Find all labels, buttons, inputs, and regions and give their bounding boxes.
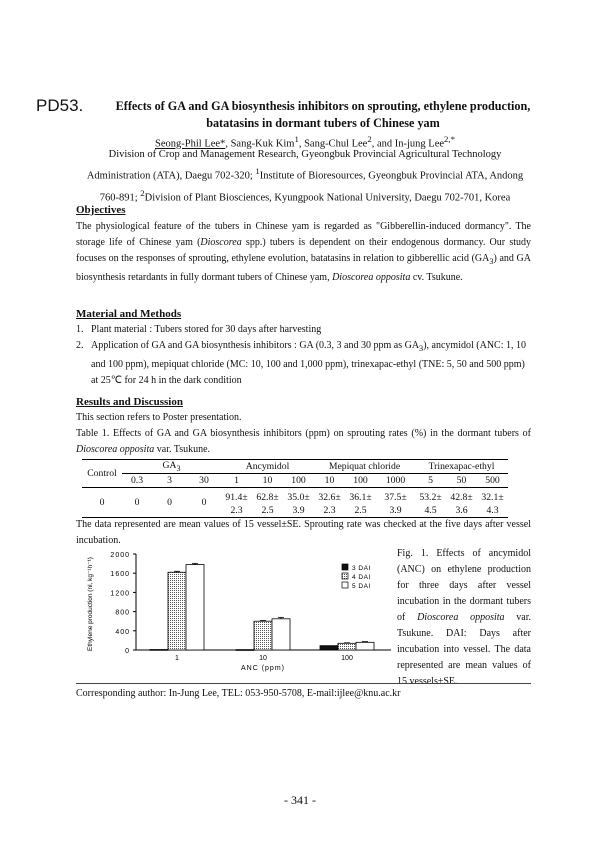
legend-swatch [342,564,348,570]
figure-caption: Fig. 1. Effects of ancymidol (ANC) on ethylene production for three days after vessel incubation in the dormant tubers of Dioscorea opposita var. Tsukune. DAI: Days after incubation into vessel. The data represented are mean values of 15 vessels±SE. [397,548,531,687]
y-axis-label: Ethylene production (nl, kg⁻¹h⁻¹) [87,557,94,651]
table-conc: 30 [187,474,221,488]
table-conc: 1 [221,474,252,488]
objectives-text: The physiological feature of the tubers in Chinese yam is regarded as "Gibberellin-induced dormancy". The storage life of Chinese yam (Dioscorea spp.) tubers is dependent on their endogenous dormancy. Our study focuses on the responses of sprouting, ethylene evolution, batatasins in relation to gibberellic acid $(GA_3)$ and GA biosynthesis retardants in fully dormant tubers of Chinese yam, Dioscorea opposita cv. Tsukune. [76,221,531,283]
affiliations [80,147,530,206]
y-tick-label: 800 [115,609,130,617]
table-cell: 4.3 [477,504,508,518]
table-cell: 3.9 [376,504,415,518]
table-conc: 3 [152,474,187,488]
table-cell: 0 [187,488,221,518]
table-cell: 91.4± [225,492,248,503]
title-line-1: Effects of GA and GA biosynthesis inhibitors on sprouting, ethylene production, [115,99,531,113]
chart-legend [342,564,371,590]
footer-divider [76,683,531,684]
table-group-mepiquat: Mepiquat chloride [314,460,415,474]
y-tick-label: 2000 [110,552,130,559]
y-tick-label: 1200 [110,590,130,598]
x-axis-label: ANC (ppm) [240,665,286,672]
table-cell: 42.8± [450,492,473,503]
data-note: The data represented are mean values of 15 vessel±SE. Sprouting rate was checked at the five days after vessel incubation. [76,519,531,546]
legend-label: 3 DAI [352,565,371,572]
table-cell: 32.6± [318,492,341,503]
results-heading: Results and Discussion [76,396,183,408]
bar-5-dai [356,642,374,650]
table-conc: 100 [283,474,314,488]
bar-3-dai [236,650,254,651]
table-conc: 10 [314,474,345,488]
table-group-trinexapac: Trinexapac-ethyl [415,460,508,474]
table-cell: 62.8± [256,492,279,503]
table-cell: 35.0± [287,492,310,503]
abstract-code: PD53. [36,96,84,115]
table-cell: 2.5 [252,504,283,518]
methods-heading: Material and Methods [76,308,182,320]
bar-5-dai [186,565,204,650]
methods-item-2: 2. Application of GA and GA biosynthesis inhibitors : GA (0.3, 3 and 30 ppm as $GA_3$), ancymidol (ANC: 1, 10 and 100 ppm), mepiquat chloride (MC: 10, 100 and 1,000 ppm), trinexapac-ethyl (TNE: 5, 50 and 500 ppm) at 25℃ for 24 h in the dark condition [76,340,526,386]
bar-3-dai [150,650,168,651]
legend-swatch [342,573,348,579]
author-2-sup: 1 [294,134,299,144]
affiliation-line-1: Division of Crop and Management Research, Gyeongbuk Provincial Agricultural Technology [108,149,502,160]
table-conc: 50 [446,474,477,488]
table-conc: 100 [345,474,376,488]
bar-4-dai [168,572,186,650]
author-2: , Sang-Kuk Kim [225,138,295,150]
table-cell: 2.5 [345,504,376,518]
bar-3-dai [320,646,338,650]
author-4: , and In-jung Lee [371,138,445,150]
objectives-heading: Objectives [76,204,126,216]
author-3: , Sang-Chul Lee [298,138,368,150]
table-cell: 3.9 [283,504,314,518]
ethylene-chart [76,546,394,678]
table-cell: 3.6 [446,504,477,518]
y-tick-label: 0 [125,648,130,655]
table-cell: 2.3 [314,504,345,518]
table-control-header: Control [82,460,122,488]
x-tick-label: 1 [175,655,179,662]
chart-bars [150,563,374,650]
table-group-ga: $GA_3$ [122,460,221,474]
x-tick-label: 100 [341,655,353,662]
bar-4-dai [338,643,356,650]
title-line-2: batatasins in dormant tubers of Chinese yam [206,116,440,130]
table-conc: 0.3 [122,474,152,488]
table-cell: 0 [152,488,187,518]
table-cell: 36.1± [349,492,372,503]
legend-swatch [342,582,348,588]
author-1: Seong-Phil Lee* [155,138,226,150]
affiliation-line-3: 760-891; $^2$Division of Plant Biosciences, Kyungpook National University, Daegu 702-701, Korea [99,187,511,203]
table-caption: Table 1. Effects of GA and GA biosynthesis inhibitors (ppm) on sprouting rates (%) in the dormant tubers of Dioscorea opposita var. Tsukune. [76,428,531,455]
results-intro: This section refers to Poster presentation. [76,412,242,423]
author-3-sup: 2 [367,134,372,144]
table-cell: 2.3 [221,504,252,518]
table-conc: 500 [477,474,508,488]
y-tick-label: 400 [115,628,130,636]
paper-title [88,98,558,132]
table-cell: 32.1± [481,492,504,503]
table-cell: 0 [82,488,122,518]
affiliation-line-2: Administration (ATA), Daegu 702-320; $^1$Institute of Bioresources, Gyeongbuk Provincial ATA, Andong [86,166,524,182]
y-tick-label: 1600 [110,571,130,579]
table-1 [82,459,508,518]
methods-item-1: 1. Plant material : Tubers stored for 30 days after harvesting [76,324,322,335]
table-cell: 37.5± [384,492,407,503]
table-conc: 5 [415,474,446,488]
table-cell: 53.2± [419,492,442,503]
page-number: - 341 - [284,793,316,807]
methods-list [76,322,531,389]
table-row [82,488,508,505]
table-cell: 4.5 [415,504,446,518]
x-tick-label: 10 [259,655,267,662]
bar-5-dai [272,619,290,650]
author-4-sup: 2,* [444,134,455,144]
table-conc: 1000 [376,474,415,488]
table-cell: 0 [122,488,152,518]
table-conc: 10 [252,474,283,488]
table-group-ancymidol: Ancymidol [221,460,314,474]
bar-4-dai [254,621,272,650]
corresponding-author: Corresponding author: In-Jung Lee, TEL: 053-950-5708, E-mail:ijlee@knu.ac.kr [76,688,401,699]
legend-label: 4 DAI [352,574,371,581]
legend-label: 5 DAI [352,583,371,590]
